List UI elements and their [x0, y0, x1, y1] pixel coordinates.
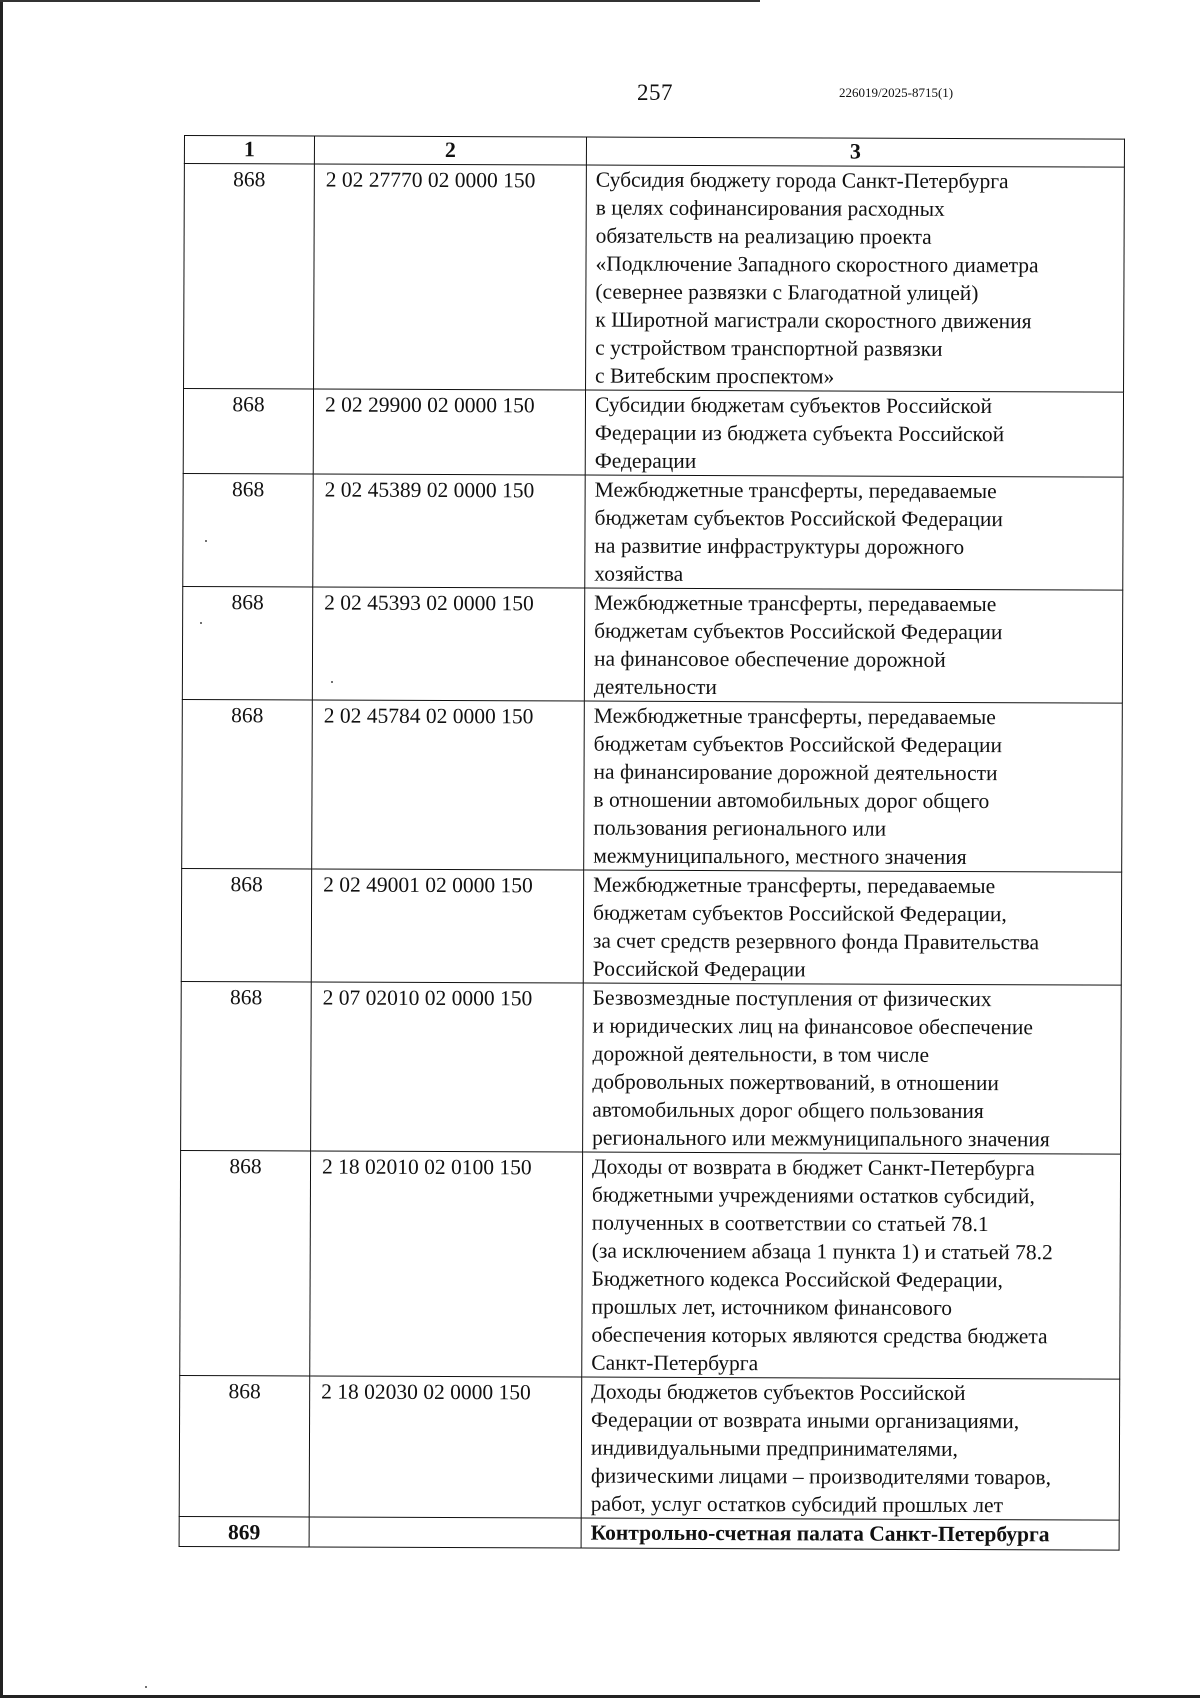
row-code-classification: 2 02 45389 02 0000 150	[313, 474, 585, 588]
scan-speck	[145, 1686, 147, 1688]
table-row	[183, 473, 1123, 590]
scan-speck	[205, 540, 207, 542]
row-code-chapter: 868	[182, 699, 313, 868]
row-code-classification	[309, 1517, 581, 1548]
column-header-1: 1	[184, 136, 314, 164]
column-header-3: 3	[586, 137, 1124, 167]
row-code-classification: 2 18 02010 02 0100 150	[310, 1151, 583, 1377]
table-row	[179, 1516, 1119, 1550]
table-row	[182, 699, 1123, 872]
row-description: Межбюджетные трансферты, передаваемые бюджетам субъектов Российской Федерации, за счет средств резервного фонда Правительства Российской Федерации	[583, 870, 1121, 985]
row-description: Межбюджетные трансферты, передаваемые бюджетам субъектов Российской Федерации на финансирование дорожной деятельности в отношении автомобильных дорог общего пользования регионального или межмуниципального, местного значения	[584, 701, 1123, 872]
row-code-classification: 2 02 29900 02 0000 150	[313, 389, 585, 475]
table-row	[180, 1150, 1121, 1379]
row-code-chapter: 868	[180, 1150, 311, 1375]
row-description: Доходы от возврата в бюджет Санкт-Петербурга бюджетными учреждениями остатков субсидий, полученных в соответствии со статьей 78.1 (за исключением абзаца 1 пункта 1) и статьей 78.2 Бюджетного кодекса Российской Федерации, прошлых лет, источником финансового обеспечения которых являются средства бюджета Санкт-Петербурга	[582, 1152, 1121, 1379]
column-header-2: 2	[314, 136, 586, 165]
row-code-chapter: 868	[184, 164, 315, 389]
table-header-row	[184, 136, 1124, 168]
row-code-classification: 2 02 45784 02 0000 150	[312, 700, 585, 870]
row-code-classification: 2 02 45393 02 0000 150	[312, 587, 584, 701]
table-row	[181, 868, 1121, 985]
row-code-classification: 2 02 27770 02 0000 150	[314, 164, 587, 390]
table-row	[182, 586, 1122, 703]
scan-speck	[331, 681, 333, 683]
table-row	[179, 1375, 1120, 1520]
row-code-chapter: 869	[179, 1516, 309, 1546]
row-code-chapter: 868	[183, 473, 313, 586]
row-code-classification: 2 02 49001 02 0000 150	[311, 869, 583, 983]
row-description: Межбюджетные трансферты, передаваемые бюджетам субъектов Российской Федерации на развитие инфраструктуры дорожного хозяйства	[585, 475, 1123, 590]
row-code-chapter: 868	[182, 586, 312, 699]
table-row	[181, 981, 1122, 1154]
table-row	[184, 164, 1125, 393]
row-description: Доходы бюджетов субъектов Российской Федерации от возврата иными организациями, индивидуальными предпринимателями, физическими лицами – производителями товаров, работ, услуг остатков субсидий прошлых лет	[581, 1377, 1120, 1520]
document-id: 226019/2025-8715(1)	[839, 85, 954, 100]
page-number: 257	[637, 80, 673, 105]
row-description: Безвозмездные поступления от физических и юридических лиц на финансовое обеспечение дорожной деятельности, в том числе добровольных пожертвований, в отношении автомобильных дорог общего пользования регионального или межмуниципального значения	[583, 983, 1122, 1154]
budget-codes-table	[179, 135, 1125, 1551]
table-row	[183, 389, 1123, 478]
row-description: Субсидии бюджетам субъектов Российской Федерации из бюджета субъекта Российской Федерации	[585, 390, 1123, 477]
row-code-chapter: 868	[181, 981, 312, 1150]
row-code-chapter: 868	[181, 868, 311, 981]
row-description: Контрольно-счетная палата Санкт-Петербурга	[581, 1518, 1119, 1550]
row-code-classification: 2 07 02010 02 0000 150	[311, 982, 584, 1152]
row-code-classification: 2 18 02030 02 0000 150	[309, 1376, 582, 1518]
scan-top-edge	[0, 0, 760, 2]
row-code-chapter: 868	[183, 389, 313, 474]
row-code-chapter: 868	[179, 1375, 310, 1516]
row-description: Межбюджетные трансферты, передаваемые бюджетам субъектов Российской Федерации на финансовое обеспечение дорожной деятельности	[584, 588, 1122, 703]
row-description: Субсидия бюджету города Санкт-Петербурга в целях софинансирования расходных обязательств на реализацию проекта «Подключение Западного скоростного диаметра (севернее развязки с Благодатной улицей) к Широтной магистрали скоростного движения с устройством транспортной развязки с Витебским проспектом»	[586, 165, 1125, 392]
scan-speck	[200, 622, 202, 624]
